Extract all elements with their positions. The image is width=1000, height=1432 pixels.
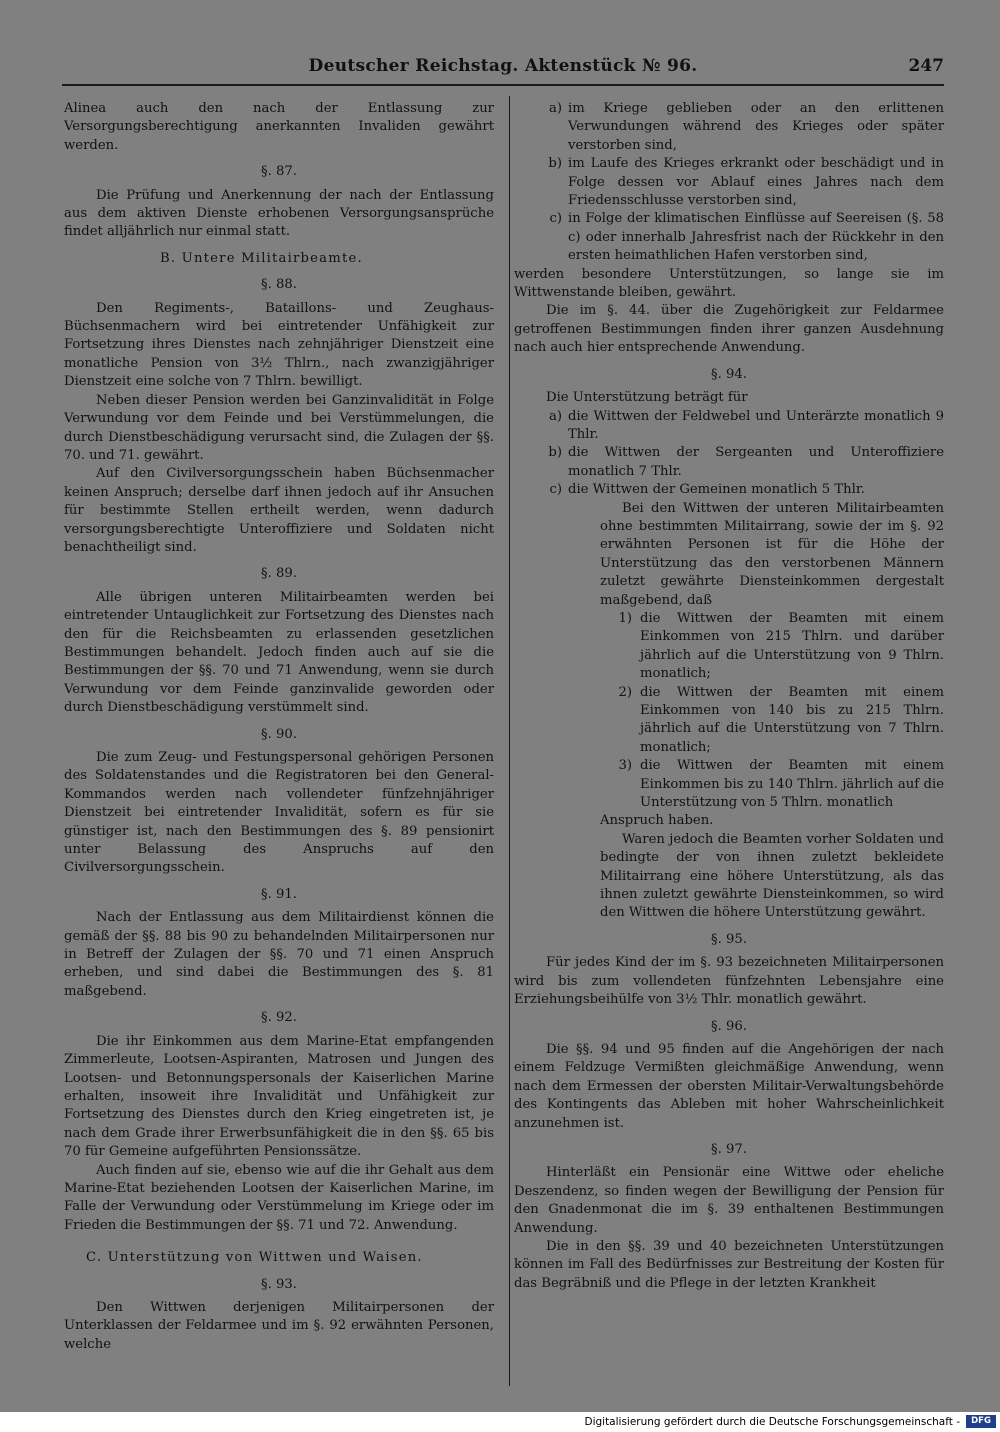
list-item [536,155,944,210]
section-heading-96: §. 96. [711,1018,747,1034]
list-item-text: in Folge der klimatischen Einflüsse auf Seereisen (§. 58 c) oder innerhalb Jahresfrist nach der Rückkehr in den ersten heimathlichen Hafen verstorben sind, [568,211,944,264]
section-96-text: Die §§. 94 und 95 finden auf die Angehörigen der nach einem Feldzuge Vermißten gleichmäßige Anwendung, wenn nach dem Ermessen der obersten Militair-Verwaltungsbehörde des Kontingents das Ableben mit hoher Wahrscheinlichkeit anzunehmen ist. [514,1041,944,1131]
section-95-text: Für jedes Kind der im §. 93 bezeichneten Militairpersonen wird bis zum vollendeten fünfzehnten Lebensjahre eine Erziehungsbeihülfe von 3½ Thlr. monatlich gewährt. [514,955,944,1008]
section-92-paragraph-1: Die ihr Einkommen aus dem Marine-Etat empfangenden Zimmerleute, Lootsen-Aspiranten, Matrosen und Jungen des Lootsen- und Betonnungspersonals der Kaiserlichen Marine erhalten, insoweit ihre Invalidität und Unfähigkeit zur Fortsetzung des Dienstes durch den Krieg eingetreten ist, je nach dem Grade ihrer Erwerbsunfähigkeit die in den §§. 65 bis 70 für Gemeine aufgeführten Pensionssätze. [64,1033,494,1160]
section-heading-89: §. 89. [261,566,297,582]
right-column [514,100,944,1293]
list-item-label: a) [548,408,562,424]
section-91-text: Nach der Entlassung aus dem Militairdienst können die gemäß der §§. 88 bis 90 zu behandelnden Militairpersonen nur in Betreff der Zulagen der §§. 70 und 71 einen Anspruch erheben, und sind dabei die Bestimmungen des §. 81 maßgebend. [64,910,494,999]
list-item [536,210,944,265]
numbered-item-label: 3) [618,758,632,774]
section-89-text: Alle übrigen unteren Militairbeamten werden bei eintretender Untauglichkeit zur Fortsetzung des Dienstes nach den für die Reichsbeamten zu erlassenden gesetzlichen Bestimmungen behandelt. Jedoch finden auch auf sie die Bestimmungen der §§. 70 und 71 Anwendung, wenn sie durch Verwundung vor dem Feinde ganzinvalide geworden oder durch Dienstbeschädigung verstümmelt sind. [64,589,494,716]
section-94-sub-paragraph: Bei den Wittwen der unteren Militairbeamten ohne bestimmten Militairrang, sowie der im §. 92 erwähnten Personen ist für die Höhe der Unterstützung das den verstorbenen Männern zuletzt gewährte Diensteinkommen dergestalt maßgebend, daß [600,500,944,608]
section-94-anspruch: Anspruch haben. [600,813,714,829]
section-93-paragraph-2: Die im §. 44. über die Zugehörigkeit zur Feldarmee getroffenen Bestimmungen finden ihrer ganzen Ausdehnung nach auch hier entsprechende Anwendung. [514,303,944,356]
numbered-item [598,684,944,758]
section-93-continuation: werden besondere Unterstützungen, so lange sie im Wittwenstande bleiben, gewährt. [514,266,944,301]
subheading-b: B. Untere Militairbeamte. [160,250,363,266]
numbered-item-text: die Wittwen der Beamten mit einem Einkommen von 215 Thlrn. und darüber jährlich auf die Unterstützung von 9 Thlrn. monatlich; [640,610,944,682]
list-item [536,408,944,445]
section-92-paragraph-2: Auch finden auf sie, ebenso wie auf die ihr Gehalt aus dem Marine-Etat beziehenden Lootsen der Kaiserlichen Marine, im Falle der Verwundung oder Verstümmelung im Kriege oder im Frieden die Bestimmungen der §§. 71 und 72. Anwendung. [64,1162,494,1233]
section-heading-90: §. 90. [261,726,297,742]
list-item-text: im Laufe des Krieges erkrankt oder beschädigt und in Folge dessen vor Ablauf eines Jahres nach dem Friedensschlusse verstorben sind, [568,156,944,209]
numbered-item-label: 1) [618,610,632,626]
list-item-text: die Wittwen der Feldwebel und Unterärzte monatlich 9 Thlr. [568,408,944,442]
section-heading-97: §. 97. [711,1141,747,1157]
section-heading-93: §. 93. [261,1276,297,1292]
section-93-text: Den Wittwen derjenigen Militairpersonen der Unterklassen der Feldarmee und im §. 92 erwähnten Personen, welche [64,1299,494,1352]
footer-bar [0,1412,1000,1432]
dfg-logo: DFG [966,1415,996,1428]
page-number: 247 [908,56,944,76]
funding-note: Digitalisierung gefördert durch die Deutsche Forschungsgemeinschaft - [584,1416,960,1428]
numbered-item-label: 2) [618,684,632,700]
list-item-text: die Wittwen der Gemeinen monatlich 5 Thlr. [568,482,865,498]
section-94-intro: Die Unterstützung beträgt für [546,390,748,406]
section-94-closing: Waren jedoch die Beamten vorher Soldaten und bedingte der von ihnen zuletzt bekleidete Militairrang eine höhere Unterstützung, als das ihnen zuletzt gewährte Diensteinkommen, so wird den Wittwen die höhere Unterstützung gewährt. [600,831,944,921]
list-item-label: a) [548,101,562,116]
list-item [536,481,944,499]
numbered-item-text: die Wittwen der Beamten mit einem Einkommen von 140 bis zu 215 Thlrn. jährlich auf die Unterstützung von 7 Thlrn. monatlich; [640,684,944,755]
section-97-paragraph-2: Die in den §§. 39 und 40 bezeichneten Unterstützungen können im Fall des Bedürfnisses zur Bestreitung der Kosten für das Begräbniß und die Pflege in der letzten Krankheit [514,1238,944,1291]
section-heading-88: §. 88. [261,277,297,293]
list-item-text: die Wittwen der Sergeanten und Unteroffiziere monatlich 7 Thlr. [568,445,944,479]
section-90-text: Die zum Zeug- und Festungspersonal gehörigen Personen des Soldatenstandes und die Registratoren bei den General-Kommandos werden nach vollendeter fünfzehnjähriger Dienstzeit bei eintretender Invalidität, sofern es für sie günstiger ist, nach den Bestimmungen des §. 89 pensionirt unter Belassung des Anspruchs auf den Civilversorgungsschein. [64,750,494,876]
column-divider [509,96,510,1386]
intro-paragraph: Alinea auch den nach der Entlassung zur Versorgungsberechtigung anerkannten Invaliden gewährt werden. [64,101,494,153]
section-heading-92: §. 92. [261,1010,297,1026]
header-title: Deutscher Reichstag. Aktenstück № 96. [308,56,698,76]
section-heading-95: §. 95. [711,931,747,947]
numbered-item [598,610,944,684]
subheading-c: C. Unterstützung von Wittwen und Waisen. [86,1250,423,1266]
list-item [536,100,944,155]
section-88-paragraph-3: Auf den Civilversorgungsschein haben Büchsenmacher keinen Anspruch; derselbe darf ihnen jedoch auf ihr Ansuchen für bestimmte Stellen ertheilt werden, wenn dadurch versorgungsberechtigte Unteroffiziere und Soldaten nicht benachtheiligt sind. [64,466,494,555]
numbered-item-text: die Wittwen der Beamten mit einem Einkommen bis zu 140 Thlrn. jährlich auf die Unterstützung von 5 Thlrn. monatlich [640,758,944,811]
section-heading-94: §. 94. [711,366,747,382]
list-item-label: b) [548,445,562,461]
list-item-text: im Kriege geblieben oder an den erlittenen Verwundungen während des Krieges oder später verstorben sind, [568,101,944,153]
list-item-label: c) [549,482,562,498]
list-item [536,444,944,481]
list-item-label: c) [549,211,562,227]
left-column [64,100,494,1354]
section-heading-91: §. 91. [261,886,297,902]
section-88-paragraph-1: Den Regiments-, Bataillons- und Zeughaus-Büchsenmachern wird bei eintretender Unfähigkeit zur Fortsetzung ihres Dienstes nach zehnjähriger Dienstzeit eine monatliche Pension von 3½ Thlrn., nach zwanzigjähriger Dienstzeit eine solche von 7 Thlrn. bewilligt. [64,300,494,390]
section-97-paragraph-1: Hinterläßt ein Pensionär eine Wittwe oder eheliche Deszendenz, so finden wegen der Bewilligung der Pension für den Gnadenmonat die im §. 39 enthaltenen Bestimmungen Anwendung. [514,1165,944,1236]
running-header [62,56,944,86]
section-87-text: Die Prüfung und Anerkennung der nach der Entlassung aus dem aktiven Dienste erhobenen Versorgungsansprüche findet alljährlich nur einmal statt. [64,187,494,240]
list-item-label: b) [548,156,562,172]
section-88-paragraph-2: Neben dieser Pension werden bei Ganzinvalidität in Folge Verwundung vor dem Feinde und bei Verstümmelungen, die durch Dienstbeschädigung verursacht sind, die Zulagen der §§. 70. und 71. gewährt. [64,392,494,463]
numbered-item [598,757,944,812]
section-heading-87: §. 87. [261,164,297,180]
